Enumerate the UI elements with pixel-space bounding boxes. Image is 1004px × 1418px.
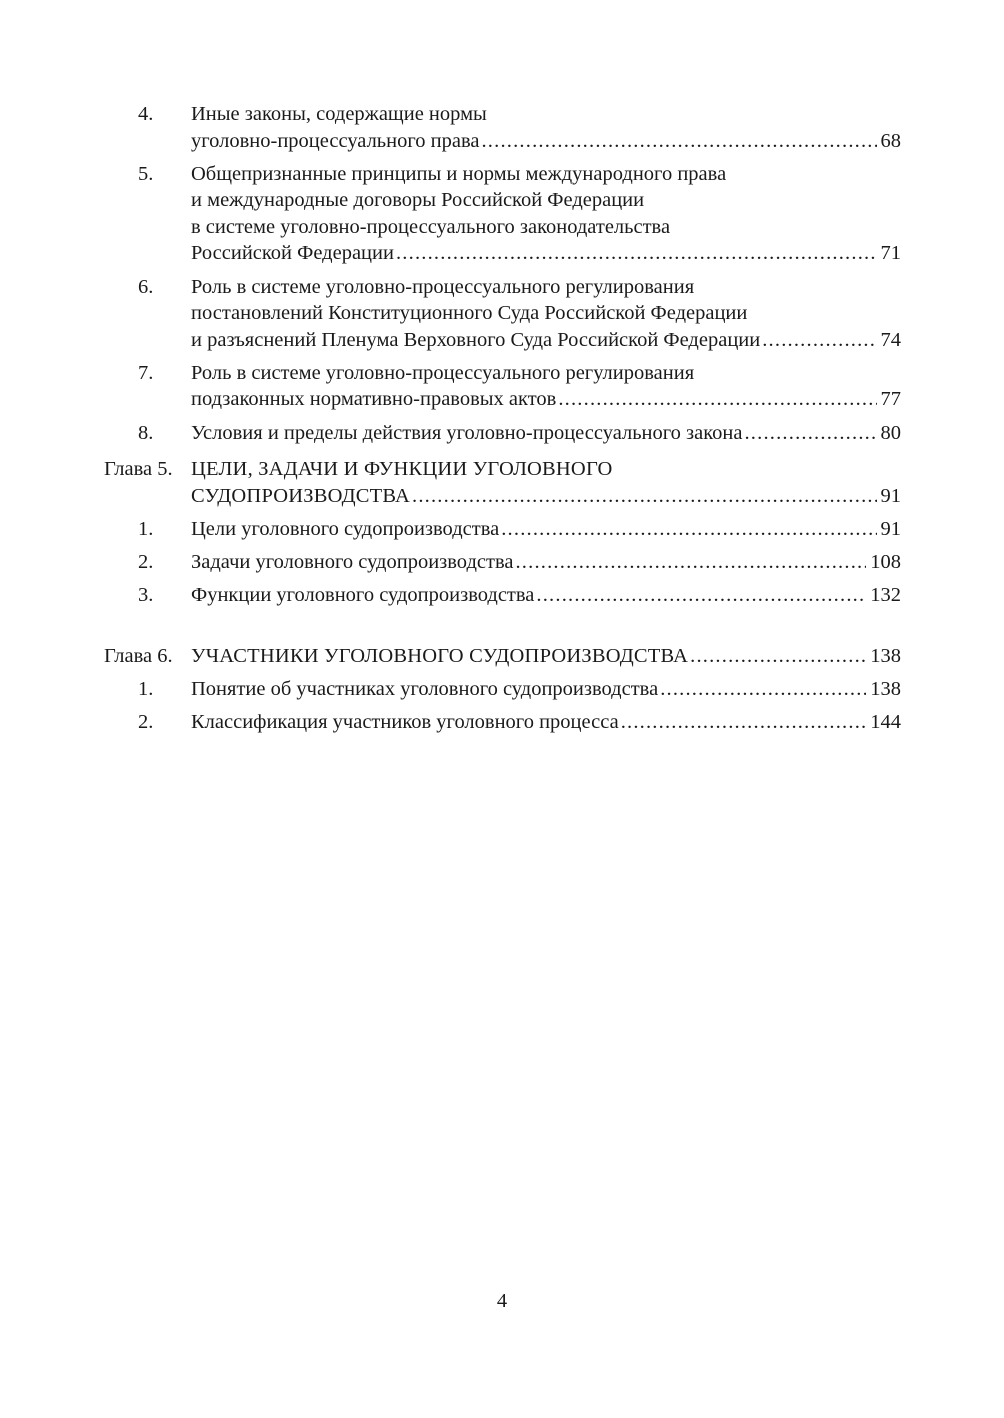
toc-entry-title-line: постановлений Конституционного Суда Российской Федерации [191, 302, 748, 325]
toc-entry-title-line: УЧАСТНИКИ УГОЛОВНОГО СУДОПРОИЗВОДСТВА [191, 644, 689, 667]
toc-entry-title [191, 643, 901, 670]
toc-entry-final-line [191, 240, 901, 267]
toc-entry-section-6[interactable] [104, 274, 901, 354]
toc-chapter-number: Глава 6. [104, 644, 173, 667]
toc-entry-page: 80 [880, 421, 901, 444]
toc-entry-final-line [191, 709, 901, 736]
toc-entry-title [191, 161, 901, 267]
toc-entry-title-line: Общепризнанные принципы и нормы международного права [191, 162, 727, 185]
toc-entry-chapter-6-section-1[interactable] [104, 676, 901, 703]
toc-entry-number: 2. [138, 550, 154, 573]
toc-entry-title-line: Цели уголовного судопроизводства [191, 517, 500, 540]
toc-entry-number: 1. [138, 517, 154, 540]
toc-entry-title [191, 549, 901, 576]
toc-entry-number: 3. [138, 584, 154, 606]
toc-entry-title-line: Понятие об участниках уголовного судопроизводства [191, 677, 659, 700]
table-of-contents [104, 101, 901, 742]
toc-entry-final-line [191, 483, 901, 510]
toc-entry-title-line: Российской Федерации [191, 242, 394, 265]
toc-entry-final-line [191, 516, 901, 543]
toc-entry-chapter-5[interactable] [104, 456, 901, 509]
toc-entry-page: 108 [870, 550, 901, 573]
toc-entry-title [191, 676, 901, 703]
toc-entry-page: 138 [870, 644, 901, 667]
dot-leader [744, 420, 876, 447]
dot-leader [396, 240, 877, 267]
dot-leader [621, 709, 867, 736]
toc-entry-title-line: Роль в системе уголовно-процессуального регулирования [191, 361, 695, 384]
toc-entry-chapter-6-section-2[interactable] [104, 709, 901, 736]
toc-entry-title-line: ЦЕЛИ, ЗАДАЧИ И ФУНКЦИИ УГОЛОВНОГО [191, 458, 613, 481]
toc-entry-title [191, 582, 901, 609]
dot-leader [536, 582, 866, 609]
toc-entry-page: 74 [880, 328, 901, 351]
toc-entry-title-line: в системе уголовно-процессуального законодательства [191, 215, 671, 238]
toc-entry-chapter-6[interactable] [104, 643, 901, 670]
toc-entry-page: 71 [880, 242, 901, 265]
toc-entry-final-line [191, 582, 901, 609]
toc-entry-number: 4. [138, 103, 154, 125]
toc-entry-page: 91 [880, 517, 901, 540]
dot-leader [660, 676, 866, 703]
toc-entry-final-line [191, 128, 901, 155]
toc-entry-number: 1. [138, 677, 154, 700]
dot-leader [558, 386, 876, 413]
toc-entry-title-line: и разъяснений Пленума Верховного Суда Российской Федерации [191, 328, 761, 351]
toc-entry-title-line: Иные законы, содержащие нормы [191, 103, 487, 125]
toc-entry-final-line [191, 386, 901, 413]
toc-entry-title-line: Условия и пределы действия уголовно-процессуального закона [191, 421, 743, 444]
toc-entry-number: 7. [138, 361, 154, 384]
toc-entry-title-line: СУДОПРОИЗВОДСТВА [191, 484, 410, 507]
toc-entry-chapter-5-section-2[interactable] [104, 549, 901, 576]
toc-entry-title-line: и международные договоры Российской Федерации [191, 189, 645, 212]
toc-entry-title-line: подзаконных нормативно-правовых актов [191, 388, 557, 411]
dot-leader [515, 549, 866, 576]
page-number: 4 [496, 1290, 508, 1312]
dot-leader [501, 516, 876, 543]
toc-entry-title-line: Задачи уголовного судопроизводства [191, 550, 514, 573]
toc-entry-number: 5. [138, 162, 154, 185]
toc-entry-title-line: Классификация участников уголовного процесса [191, 710, 619, 733]
toc-entry-title [191, 101, 901, 154]
toc-entry-title [191, 360, 901, 413]
toc-entry-final-line [191, 676, 901, 703]
toc-entry-title-line: Роль в системе уголовно-процессуального регулирования [191, 275, 695, 298]
toc-chapter-number: Глава 5. [104, 458, 173, 481]
toc-entry-page: 132 [870, 584, 901, 606]
toc-entry-chapter-5-section-1[interactable] [104, 516, 901, 543]
toc-entry-page: 138 [870, 677, 901, 700]
toc-entry-title-line: уголовно-процессуального права [191, 129, 480, 152]
toc-entry-final-line [191, 420, 901, 447]
toc-entry-section-4[interactable] [104, 101, 901, 154]
toc-entry-title [191, 709, 901, 736]
toc-entry-page: 144 [870, 710, 901, 733]
toc-entry-section-5[interactable] [104, 161, 901, 267]
toc-entry-title-line: Функции уголовного судопроизводства [191, 584, 535, 606]
dot-leader [412, 483, 877, 510]
toc-entry-number: 6. [138, 275, 154, 298]
toc-entry-number: 8. [138, 421, 154, 444]
dot-leader [481, 128, 876, 155]
toc-entry-final-line [191, 327, 901, 354]
toc-entry-page: 77 [880, 388, 901, 411]
toc-entry-title [191, 274, 901, 354]
toc-entry-final-line [191, 643, 901, 670]
toc-entry-final-line [191, 549, 901, 576]
toc-entry-page: 68 [880, 129, 901, 152]
toc-entry-page: 91 [880, 484, 901, 507]
toc-entry-section-7[interactable] [104, 360, 901, 413]
toc-entry-title [191, 516, 901, 543]
toc-entry-chapter-5-section-3[interactable] [104, 582, 901, 609]
dot-leader [690, 643, 866, 670]
toc-entry-title [191, 456, 901, 509]
toc-entry-number: 2. [138, 710, 154, 733]
toc-entry-section-8[interactable] [104, 420, 901, 447]
dot-leader [762, 327, 876, 354]
toc-entry-title [191, 420, 901, 447]
